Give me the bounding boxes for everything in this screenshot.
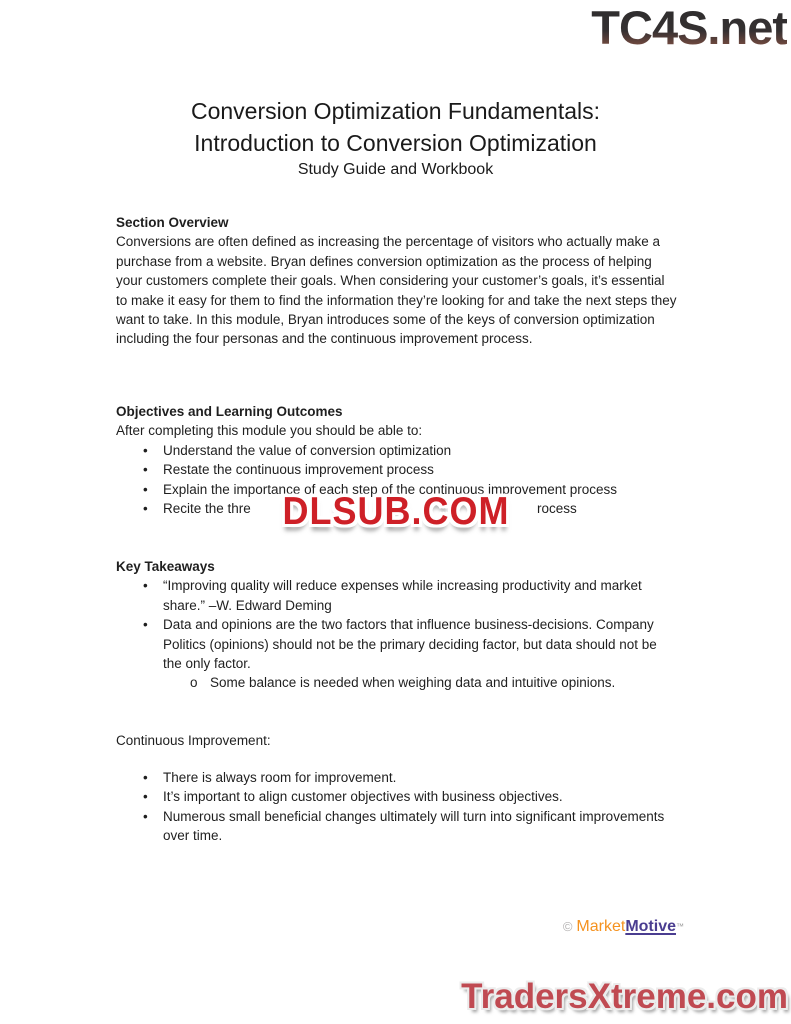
continuous-item-text: There is always room for improvement.: [163, 770, 397, 785]
continuous-improvement-list: [116, 768, 681, 846]
bullet-marker: •: [143, 808, 148, 824]
title-line-1: Conversion Optimization Fundamentals:: [190, 98, 601, 124]
marketmotive-logo: [563, 916, 684, 938]
brand-market: Market: [576, 918, 626, 935]
document-subtitle: Study Guide and Workbook: [297, 161, 494, 178]
continuous-improvement-heading: Continuous Improvement:: [116, 733, 271, 748]
section-overview-body: Conversions are often defined as increasing the percentage of visitors who actually make a purchase from a website. Bryan defines conversion optimization as the process of helping your customers complete their goals. When considering your customer’s goals, it’s essential to make it easy for them to find the information they’re looking for and take the next steps they want to take. In this module, Bryan introduces some of the keys of conversion optimization including the four personas and the continuous improvement process.: [116, 234, 677, 347]
continuous-improvement-list-block: [116, 768, 681, 846]
list-item: [116, 768, 681, 787]
list-item: [116, 576, 681, 615]
document-title-block: [0, 95, 791, 181]
continuous-item-text: Numerous small beneficial changes ultimately will turn into significant improvements over time.: [163, 808, 665, 844]
objective-text: Explain the importance of each step of the continuous improvement process: [163, 481, 618, 497]
list-item: [116, 807, 681, 846]
key-takeaways-list: [116, 576, 681, 692]
bullet-marker: •: [143, 578, 148, 594]
continuous-item-text: It’s important to align customer objectives with business objectives.: [163, 789, 563, 805]
brand-motive: Motive: [625, 918, 676, 935]
section-overview-heading: Section Overview: [116, 215, 229, 230]
objective-text: Restate the continuous improvement process: [163, 462, 434, 478]
objectives-intro: After completing this module you should be able to:: [116, 423, 423, 439]
title-line-2: Introduction to Conversion Optimization: [194, 130, 597, 156]
sub-bullet-marker: o: [190, 675, 198, 691]
objective-text: Understand the value of conversion optimization: [163, 442, 452, 458]
section-overview: [116, 213, 681, 349]
section-key-takeaways: [116, 557, 681, 693]
list-item: [116, 460, 681, 479]
trademark-icon: ™: [676, 922, 684, 931]
list-item: [116, 673, 681, 692]
partial-text-right: rocess: [537, 501, 577, 517]
takeaway-text: Data and opinions are the two factors that influence business-decisions. Company Politics (opinions) should not be the primary deciding factor, but data should not be the only factor.: [163, 617, 657, 672]
list-item: [116, 787, 681, 806]
takeaway-text: “Improving quality will reduce expenses while increasing productivity and market share.” –W. Edward Deming: [163, 578, 642, 613]
takeaway-sub-text: Some balance is needed when weighing data and intuitive opinions.: [210, 675, 616, 691]
tradersxtreme-watermark: TradersXtreme.com: [461, 977, 788, 1016]
bullet-marker: •: [143, 462, 148, 478]
bullet-marker: •: [143, 770, 148, 785]
tc4s-watermark: TC4S.net: [591, 1, 787, 54]
bullet-marker: •: [143, 442, 148, 458]
bullet-marker: •: [143, 501, 148, 517]
bullet-marker: •: [143, 789, 148, 805]
bullet-marker: •: [143, 617, 148, 633]
dlsub-watermark: DLSUB.COM: [282, 488, 510, 533]
partial-text-left: Recite the thre: [163, 501, 251, 517]
copyright-icon: ©: [562, 919, 573, 934]
objectives-heading: Objectives and Learning Outcomes: [116, 404, 343, 419]
continuous-improvement-heading-block: [116, 731, 681, 750]
bullet-marker: •: [143, 481, 148, 497]
list-item: [116, 441, 681, 460]
list-item: [116, 615, 681, 673]
key-takeaways-heading: Key Takeaways: [116, 559, 215, 574]
